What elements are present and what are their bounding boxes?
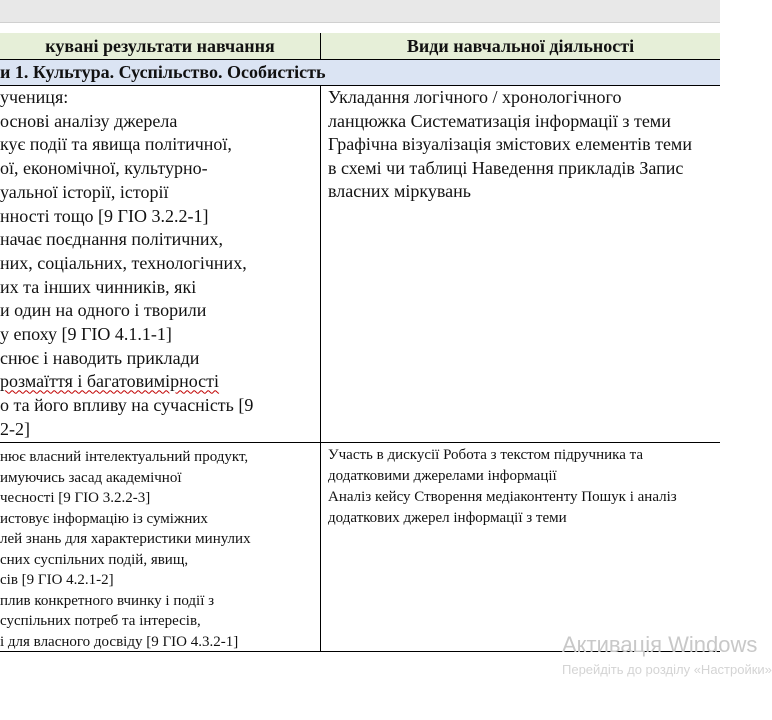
- text-line: их та інших чинників, які: [0, 276, 197, 297]
- row2-outcomes-cell: [0, 447, 320, 652]
- row1-outcomes-cell: [0, 86, 320, 442]
- text-line: снює і наводить приклади: [0, 347, 200, 368]
- text-line: учениця:: [0, 87, 69, 107]
- text-line: имуючись засад академічної: [0, 469, 182, 486]
- row2-activities-cell: [328, 445, 720, 529]
- text-line: ланцюжка Систематизація інформації з теми: [328, 110, 671, 131]
- text-line: начає поєднання політичних,: [0, 229, 224, 250]
- text-line: в схемі чи таблиці Наведення прикладів Запис: [328, 157, 684, 178]
- text-line: нює власний інтелектуальний продукт,: [0, 449, 249, 465]
- text-line: розмаїття і багатовимірності: [0, 371, 220, 392]
- text-line: уальної історії, історії: [0, 181, 169, 202]
- text-line: у епоху [9 ГІО 4.1.1-1]: [0, 324, 172, 345]
- table-row: [0, 86, 720, 443]
- activation-watermark: Активація Windows: [562, 632, 758, 657]
- table-row: [0, 443, 720, 652]
- text-line: сних суспільних подій, явищ,: [0, 551, 189, 568]
- text-line: 2-2]: [0, 418, 30, 439]
- header-learning-outcomes: кувані результати навчання: [45, 36, 275, 56]
- text-line: Графічна візуалізація змістових елементів теми: [328, 134, 692, 154]
- table-header-row: [0, 33, 720, 60]
- text-line: истовує інформацію із суміжних: [0, 510, 208, 527]
- row1-activities-cell: [328, 86, 720, 204]
- text-line: і для власного досвіду [9 ГІО 4.3.2-1]: [0, 633, 239, 650]
- text-line: о та його впливу на сучасність [9: [0, 395, 254, 416]
- column-divider-row2: [320, 443, 321, 652]
- text-line: нності тощо [9 ГІО 3.2.2-1]: [0, 205, 209, 226]
- section-title: и 1. Культура. Суспільство. Особистість: [0, 62, 326, 82]
- text-line: додаткових джерел інформації з теми: [328, 510, 567, 526]
- text-line: них, соціальних, технологічних,: [0, 252, 247, 273]
- text-line: плив конкретного вчинку і події з: [0, 592, 215, 609]
- column-divider-header: [320, 33, 321, 60]
- text-line: чесності [9 ГІО 3.2.2-3]: [0, 490, 151, 506]
- text-line: и один на одного і творили: [0, 300, 207, 321]
- text-line: суспільних потреб та інтересів,: [0, 613, 201, 629]
- text-line: основі аналізу джерела: [0, 110, 178, 131]
- text-line: лей знань для характеристики минулих: [0, 531, 251, 547]
- section-title-row: [0, 60, 720, 86]
- text-line: додатковими джерелами інформації: [328, 468, 557, 484]
- column-divider-row1: [320, 86, 321, 443]
- text-line: Аналіз кейсу Створення медіаконтенту Пошук і аналіз: [328, 489, 677, 505]
- text-line: Участь в дискусії Робота з текстом підручника та: [328, 447, 644, 463]
- text-line: ої, економічної, культурно-: [0, 158, 208, 179]
- text-line: кує події та явища політичної,: [0, 134, 232, 155]
- window-top-strip: [0, 0, 720, 23]
- activation-watermark-subtitle: Перейдіть до розділу «Настройки»: [562, 662, 772, 677]
- text-line: Укладання логічного / хронологічного: [328, 87, 622, 107]
- header-learning-activities: Види навчальної діяльності: [406, 36, 635, 56]
- text-line: власних міркувань: [328, 181, 471, 201]
- text-line: сів [9 ГІО 4.2.1-2]: [0, 572, 114, 588]
